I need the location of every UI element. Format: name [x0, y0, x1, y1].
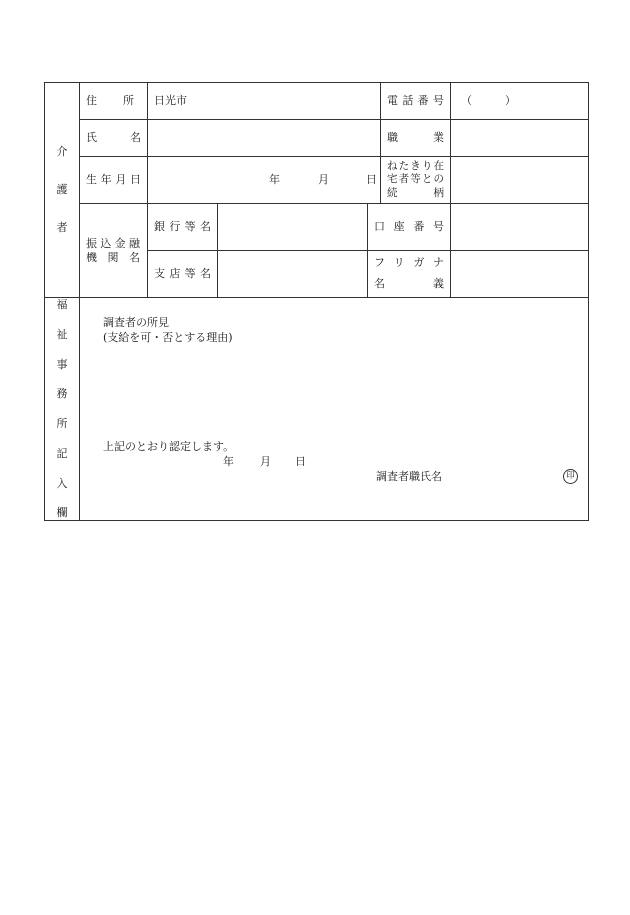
birth-day-unit: 日	[366, 173, 377, 187]
certification-text: 上記のとおり認定します。	[103, 439, 235, 453]
name-field[interactable]	[148, 120, 381, 157]
certification-day-unit: 日	[295, 454, 306, 468]
opinion-title: 調査者の所見	[103, 315, 169, 329]
occupation-label: 職 業	[381, 120, 451, 157]
bank-transfer-label: 振 込 金 融 機 関 名	[80, 204, 148, 298]
account-number-field[interactable]	[451, 204, 589, 251]
bank-name-field[interactable]	[218, 204, 368, 251]
phone-label: 電 話 番 号	[381, 83, 451, 120]
opinion-note: (支給を可・否とする理由)	[103, 330, 233, 344]
caregiver-section-label: 介 護 者	[45, 83, 80, 298]
welfare-office-section-label: 福 祉 事 務 所 記 入 欄	[45, 298, 80, 521]
birthdate-label: 生 年 月 日	[80, 157, 148, 204]
address-value: 日光市	[154, 94, 187, 108]
investigator-label: 調査者職氏名	[376, 469, 442, 483]
account-holder-label: フ リ ガ ナ 名 義	[368, 251, 451, 298]
phone-value: （ ）	[461, 94, 517, 108]
certification-month-unit: 月	[260, 454, 271, 468]
account-holder-field[interactable]	[451, 251, 589, 298]
address-field[interactable]	[148, 83, 381, 120]
seal-mark: 印	[563, 469, 578, 484]
caregiver-form-table	[44, 82, 589, 521]
name-label: 氏 名	[80, 120, 148, 157]
phone-field[interactable]	[451, 83, 589, 120]
birthdate-field[interactable]	[148, 157, 381, 204]
certification-year-unit: 年	[223, 454, 234, 468]
account-number-label: 口 座 番 号	[368, 204, 451, 251]
birth-year-unit: 年	[269, 173, 280, 187]
branch-name-label: 支 店 等 名	[148, 251, 218, 298]
branch-name-field[interactable]	[218, 251, 368, 298]
birth-month-unit: 月	[318, 173, 329, 187]
relationship-label: ね た き り 在 宅 者 等 と の 続 柄	[381, 157, 451, 204]
occupation-field[interactable]	[451, 120, 589, 157]
address-label: 住 所	[80, 83, 148, 120]
welfare-office-entry-field[interactable]	[80, 298, 589, 521]
bank-name-label: 銀 行 等 名	[148, 204, 218, 251]
relationship-field[interactable]	[451, 157, 589, 204]
